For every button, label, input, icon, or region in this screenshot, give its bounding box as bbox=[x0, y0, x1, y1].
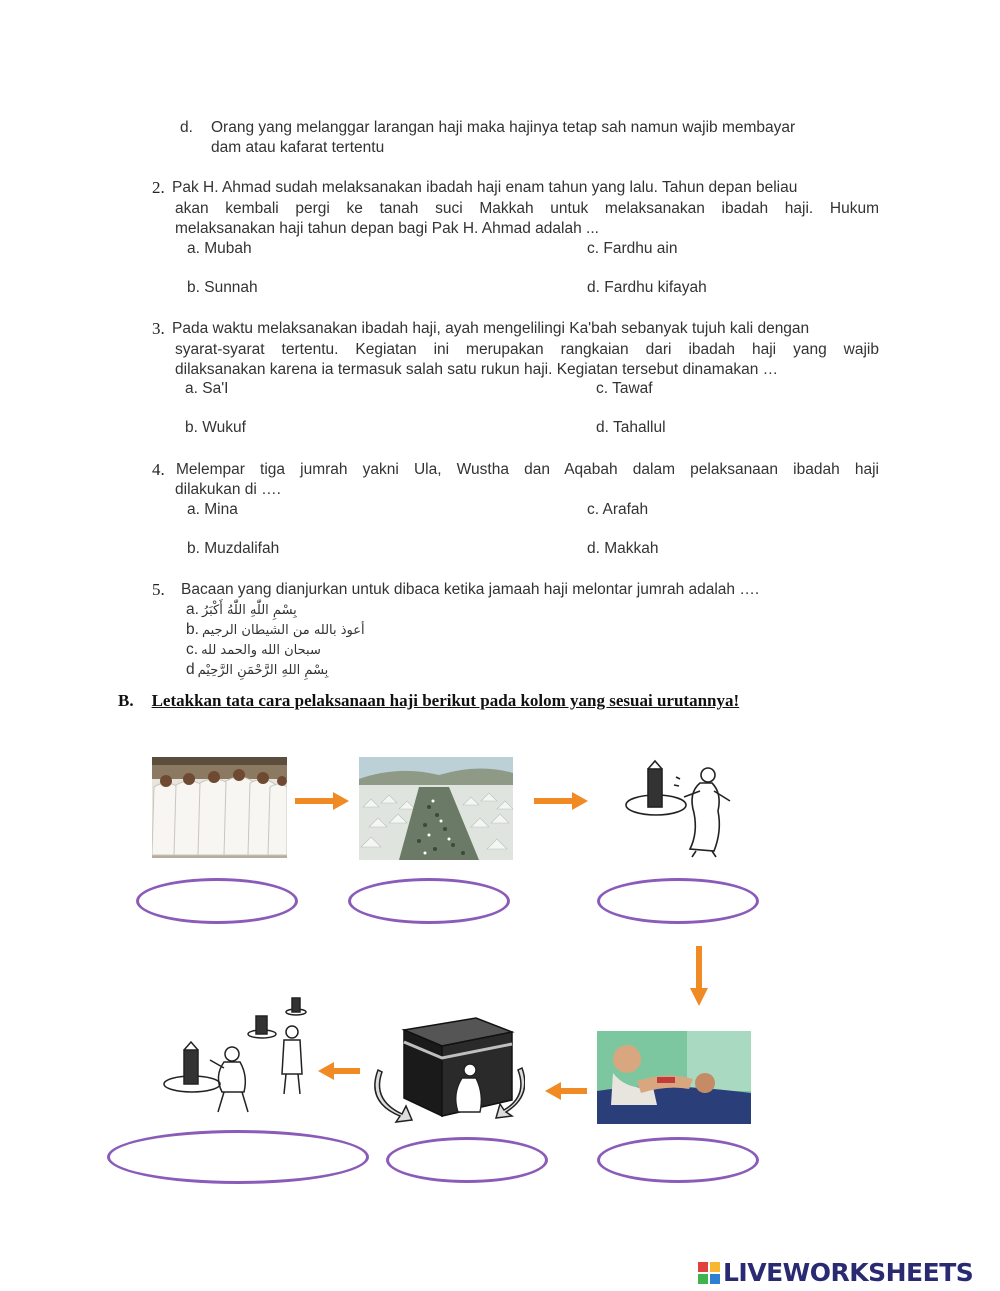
q4-number: 4. bbox=[152, 460, 165, 479]
q3-option-b[interactable]: b. Wukuf bbox=[185, 419, 246, 436]
q4-text-line1: Melempar tiga jumrah yakni Ula, Wustha dan Aqabah dalam pelaksanaan ibadah haji bbox=[176, 461, 879, 478]
q5-number: 5. bbox=[152, 580, 165, 599]
q2-number: 2. bbox=[152, 178, 165, 197]
q5-option-d-letter: d bbox=[186, 661, 195, 678]
section-b-label: B. bbox=[118, 691, 134, 710]
q2-option-d[interactable]: d. Fardhu kifayah bbox=[587, 279, 707, 296]
answer-box-1[interactable] bbox=[136, 878, 298, 924]
q3-number: 3. bbox=[152, 319, 165, 338]
arrow-left-1 bbox=[316, 1060, 362, 1082]
q4-option-a[interactable]: a. Mina bbox=[187, 501, 238, 518]
mina-tents-image bbox=[359, 757, 513, 860]
answer-box-2[interactable] bbox=[348, 878, 510, 924]
q3-option-c[interactable]: c. Tawaf bbox=[596, 380, 653, 397]
q5-option-d[interactable] bbox=[186, 660, 328, 680]
q3-text-line1: Pada waktu melaksanakan ibadah haji, ayah mengelilingi Ka'bah sebanyak tujuh kali dengan bbox=[172, 320, 810, 337]
q2-option-b[interactable]: b. Sunnah bbox=[187, 279, 258, 296]
q5-option-b[interactable] bbox=[186, 620, 365, 640]
q5-option-c-arabic: سبحان الله والحمد لله bbox=[201, 642, 321, 658]
q5-option-c-letter: c. bbox=[186, 641, 199, 658]
section-b-heading bbox=[118, 690, 739, 712]
q2-option-a[interactable]: a. Mubah bbox=[187, 240, 252, 257]
liveworksheets-logo bbox=[698, 1258, 973, 1287]
q4-option-d[interactable]: d. Makkah bbox=[587, 540, 659, 557]
logo-text: LIVEWORKSHEETS bbox=[723, 1258, 974, 1287]
q4-option-c[interactable]: c. Arafah bbox=[587, 501, 649, 518]
q5-option-a-arabic: بِسْمِ اللّٰهِ اللّٰهُ أَكْبَرُ bbox=[201, 602, 297, 618]
q3-text-line3: dilaksanakan karena ia termasuk salah satu rukun haji. Kegiatan tersebut dinamakan … bbox=[175, 361, 779, 378]
q5-option-c[interactable] bbox=[186, 640, 321, 660]
answer-box-4[interactable] bbox=[597, 1137, 759, 1183]
arrow-down bbox=[688, 944, 710, 1008]
q3-option-d[interactable]: d. Tahallul bbox=[596, 419, 666, 436]
q1-option-d-text-cont: dam atau kafarat tertentu bbox=[211, 139, 385, 156]
q5-option-b-arabic: أعوذ بالله من الشيطان الرجيم bbox=[201, 622, 365, 638]
section-b-title: Letakkan tata cara pelaksanaan haji berikut pada kolom yang sesuai urutannya! bbox=[151, 691, 740, 710]
q5-option-d-arabic: بِسْمِ اللهِ الرَّحْمَنِ الرَّحِيْم bbox=[197, 662, 329, 678]
q5-text: Bacaan yang dianjurkan untuk dibaca ketika jamaah haji melontar jumrah adalah …. bbox=[181, 581, 760, 598]
arrow-right-2 bbox=[532, 790, 590, 812]
logo-cubes-icon bbox=[698, 1262, 720, 1284]
q1-option-d-letter: d. bbox=[180, 119, 193, 136]
q2-text-line1: Pak H. Ahmad sudah melaksanakan ibadah haji enam tahun yang lalu. Tahun depan beliau bbox=[172, 179, 798, 196]
q3-option-a[interactable]: a. Sa'I bbox=[185, 380, 229, 397]
q1-option-d-text: Orang yang melanggar larangan haji maka hajinya tetap sah namun wajib membayar bbox=[211, 119, 796, 136]
q5-option-a[interactable] bbox=[186, 600, 297, 620]
jumrah-sketch-image bbox=[618, 757, 743, 861]
arrow-left-2 bbox=[543, 1080, 589, 1102]
answer-box-5[interactable] bbox=[386, 1137, 548, 1183]
q2-option-c[interactable]: c. Fardhu ain bbox=[587, 240, 678, 257]
kaaba-tawaf-image bbox=[372, 1012, 525, 1124]
answer-box-6[interactable] bbox=[107, 1130, 369, 1184]
answer-box-3[interactable] bbox=[597, 878, 759, 924]
q5-option-a-letter: a. bbox=[186, 601, 199, 618]
q3-text-line2: syarat-syarat tertentu. Kegiatan ini merupakan rangkaian dari ibadah haji yang wajib bbox=[175, 341, 879, 358]
q4-text-line2: dilakukan di …. bbox=[175, 481, 281, 498]
q5-option-b-letter: b. bbox=[186, 621, 199, 638]
three-jumrah-sketch-image bbox=[158, 996, 323, 1124]
arrow-right-1 bbox=[293, 790, 351, 812]
tahallul-photo-image bbox=[597, 1031, 751, 1124]
q2-text-line3: melaksanakan haji tahun depan bagi Pak H. Ahmad adalah ... bbox=[175, 220, 599, 237]
ihram-pilgrims-image bbox=[152, 757, 287, 858]
q4-option-b[interactable]: b. Muzdalifah bbox=[187, 540, 280, 557]
q2-text-line2: akan kembali pergi ke tanah suci Makkah untuk melaksanakan ibadah haji. Hukum bbox=[175, 200, 879, 217]
